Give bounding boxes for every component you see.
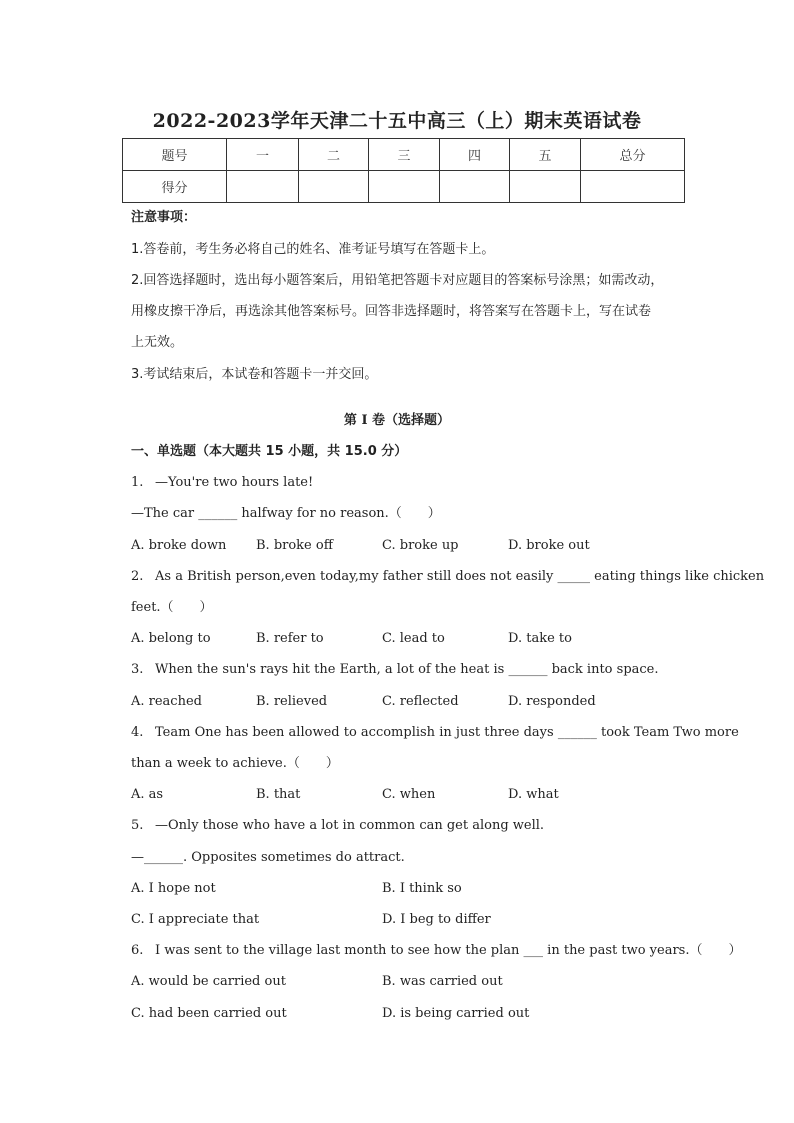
notice-item: 1.答卷前，考生务必将自己的姓名、准考证号填写在答题卡上。 <box>131 242 495 257</box>
question-stem <box>131 725 739 741</box>
option-b[interactable]: B. I think so <box>382 881 462 896</box>
score-header-row <box>123 139 685 171</box>
part-title: 一、单选题（本大题共 15 小题，共 15.0 分） <box>131 444 408 459</box>
option-a[interactable]: A. reached <box>131 694 202 709</box>
score-header-cell: 一 <box>227 139 299 171</box>
score-cell <box>299 171 369 203</box>
option-b[interactable]: B. that <box>256 787 301 802</box>
notice-item: 上无效。 <box>131 335 184 350</box>
option-b[interactable]: B. broke off <box>256 538 333 553</box>
question-text: As a British person,even today,my father still does not easily _____ eating things like chicken <box>155 569 765 584</box>
question-number: 4. <box>131 725 144 740</box>
option-d[interactable]: D. is being carried out <box>382 1006 530 1021</box>
question-stem <box>131 662 659 678</box>
option-d[interactable]: D. responded <box>508 694 596 709</box>
score-cell <box>227 171 299 203</box>
option-c[interactable]: C. I appreciate that <box>131 912 260 927</box>
score-header-cell: 三 <box>369 139 440 171</box>
question-text: than a week to achieve.（ ） <box>131 756 339 771</box>
question-text: —The car ______ halfway for no reason.（ ） <box>131 506 441 521</box>
option-b[interactable]: B. was carried out <box>382 974 503 989</box>
score-header-cell: 二 <box>299 139 369 171</box>
option-c[interactable]: C. lead to <box>382 631 445 646</box>
question-number: 1. <box>131 475 144 490</box>
question-text: I was sent to the village last month to see how the plan ___ in the past two years.（ ） <box>155 943 742 958</box>
notice-heading: 注意事项： <box>131 210 197 225</box>
question-stem <box>131 475 313 491</box>
exam-title: 2022-2023学年天津二十五中高三（上）期末英语试卷 <box>152 110 642 132</box>
option-d[interactable]: D. what <box>508 787 559 802</box>
score-header-cell: 题号 <box>123 139 227 171</box>
question-stem <box>131 569 764 585</box>
option-c[interactable]: C. had been carried out <box>131 1006 287 1021</box>
score-row-label: 得分 <box>123 171 227 203</box>
option-a[interactable]: A. I hope not <box>131 881 216 896</box>
option-b[interactable]: B. refer to <box>256 631 324 646</box>
question-text: —You're two hours late! <box>155 475 314 490</box>
question-stem <box>131 818 544 834</box>
score-header-cell: 四 <box>440 139 510 171</box>
option-c[interactable]: C. reflected <box>382 694 459 709</box>
notice-item: 3.考试结束后，本试卷和答题卡一并交回。 <box>131 367 378 382</box>
question-text: feet.（ ） <box>131 600 213 615</box>
option-d[interactable]: D. take to <box>508 631 572 646</box>
question-text: When the sun's rays hit the Earth, a lot of the heat is ______ back into space. <box>155 662 659 677</box>
score-header-cell: 五 <box>510 139 581 171</box>
question-number: 6. <box>131 943 144 958</box>
question-number: 3. <box>131 662 144 677</box>
score-cell <box>510 171 581 203</box>
notice-item: 2.回答选择题时，选出每小题答案后，用铅笔把答题卡对应题目的答案标号涂黑；如需改动， <box>131 273 664 288</box>
score-cell <box>369 171 440 203</box>
option-a[interactable]: A. as <box>131 787 164 802</box>
score-cell <box>581 171 685 203</box>
option-c[interactable]: C. broke up <box>382 538 459 553</box>
option-a[interactable]: A. belong to <box>131 631 211 646</box>
question-text: Team One has been allowed to accomplish in just three days ______ took Team Two more <box>155 725 739 740</box>
question-number: 5. <box>131 818 144 833</box>
option-a[interactable]: A. broke down <box>131 538 227 553</box>
option-d[interactable]: D. broke out <box>508 538 590 553</box>
notice-item: 用橡皮擦干净后，再选涂其他答案标号。回答非选择题时，将答案写在答题卡上，写在试卷 <box>131 304 652 319</box>
question-text: —Only those who have a lot in common can get along well. <box>155 818 545 833</box>
question-number: 2. <box>131 569 144 584</box>
question-text: —______. Opposites sometimes do attract. <box>131 850 405 865</box>
score-header-cell: 总分 <box>581 139 685 171</box>
section-title: 第 I 卷（选择题） <box>343 413 451 428</box>
question-stem <box>131 943 741 959</box>
score-table <box>122 138 685 203</box>
option-a[interactable]: A. would be carried out <box>131 974 286 989</box>
option-d[interactable]: D. I beg to differ <box>382 912 491 927</box>
option-c[interactable]: C. when <box>382 787 436 802</box>
score-cell <box>440 171 510 203</box>
score-value-row <box>123 171 685 203</box>
option-b[interactable]: B. relieved <box>256 694 328 709</box>
